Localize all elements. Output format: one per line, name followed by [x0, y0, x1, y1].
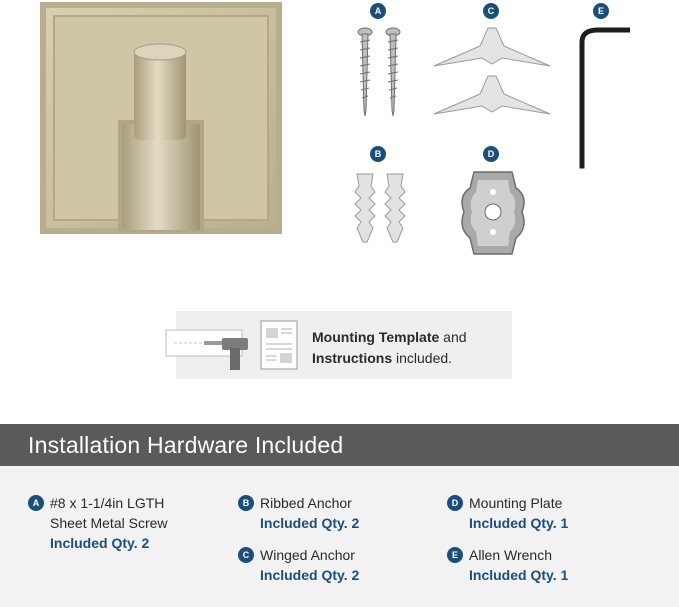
list-badge-e: E [447, 547, 463, 563]
item-qty: Included Qty. 1 [469, 515, 569, 531]
list-badge-b: B [238, 495, 254, 511]
list-badge-d: D [447, 495, 463, 511]
banner-title: Installation Hardware Included [28, 432, 344, 458]
item-name: Mounting Plate [469, 495, 563, 511]
mounting-template-note [312, 327, 512, 369]
item-name: #8 x 1-1/4in LGTH [50, 495, 165, 511]
item-qty: Included Qty. 2 [260, 515, 360, 531]
badge-e: E [593, 3, 609, 19]
item-qty: Included Qty. 2 [50, 535, 150, 551]
badge-d: D [483, 146, 499, 162]
badge-b: B [370, 146, 386, 162]
item-name: Winged Anchor [260, 547, 355, 563]
badge-c: C [483, 3, 499, 19]
list-badge-c: C [238, 547, 254, 563]
screw-icon [350, 26, 410, 118]
winged-anchor-icon [432, 24, 552, 120]
instructions-text: included. [392, 350, 453, 366]
item-qty: Included Qty. 1 [469, 567, 569, 583]
instructions-icon [260, 320, 298, 370]
allen-wrench-icon [574, 24, 630, 170]
item-qty: Included Qty. 2 [260, 567, 360, 583]
ribbed-anchor-icon [352, 170, 412, 246]
list-item-winged-anchor [242, 545, 420, 585]
mounting-plate-icon [458, 168, 528, 258]
template-bold: Mounting Template [312, 329, 440, 345]
template-text: and [439, 329, 467, 345]
item-name-line2: Sheet Metal Screw [50, 515, 168, 531]
list-item-screw [32, 493, 230, 553]
list-item-ribbed-anchor [242, 493, 420, 533]
robe-hook-image [40, 2, 292, 248]
item-name: Ribbed Anchor [260, 495, 352, 511]
list-item-allen-wrench [451, 545, 649, 585]
list-item-mounting-plate [451, 493, 649, 533]
instructions-bold: Instructions [312, 350, 393, 366]
drill-template-icon [164, 320, 254, 376]
hardware-banner [0, 424, 679, 466]
badge-a: A [370, 3, 386, 19]
item-name: Allen Wrench [469, 547, 553, 563]
list-badge-a: A [28, 495, 44, 511]
